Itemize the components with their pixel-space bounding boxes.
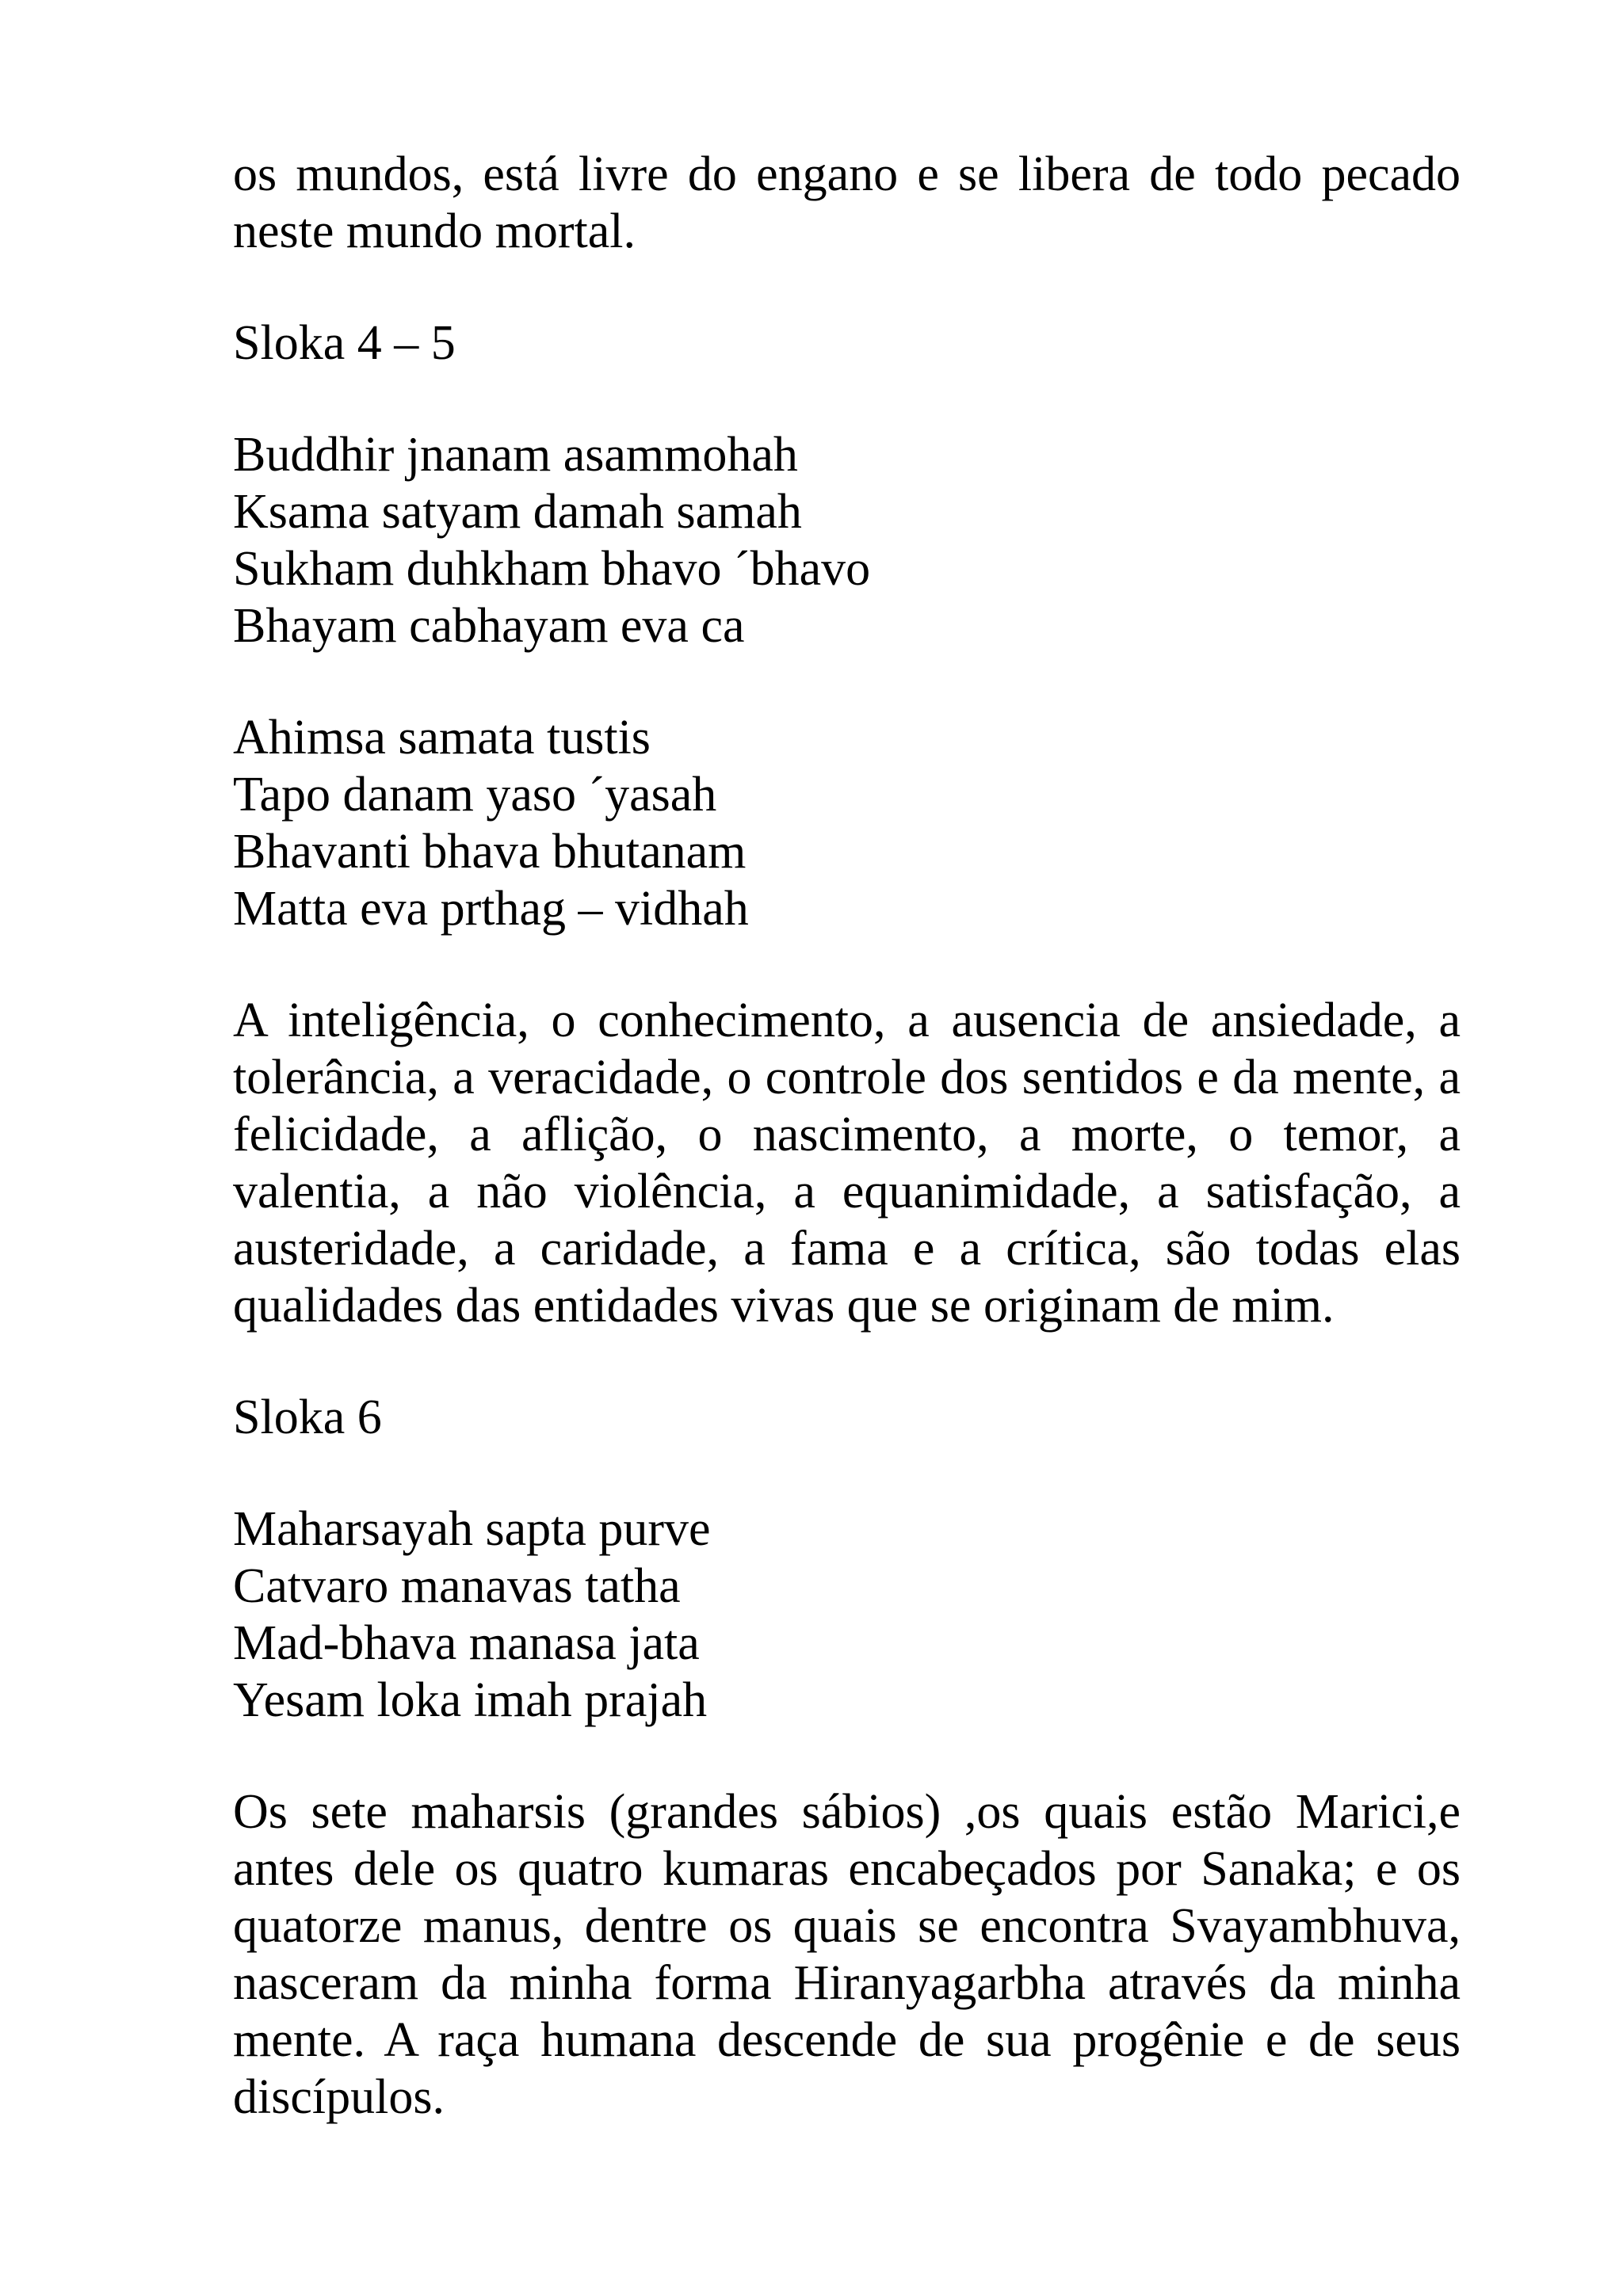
verse-stanza-3 bbox=[233, 1501, 1461, 1729]
block-gap bbox=[233, 937, 1461, 992]
sloka-heading-4-5: Sloka 4 – 5 bbox=[233, 316, 456, 370]
verse-line: Bhayam cabhayam eva ca bbox=[233, 599, 745, 653]
block-gap bbox=[233, 1729, 1461, 1783]
paragraph-translation-4-5: A inteligência, o conhecimento, a ausencia de ansiedade, a tolerância, a veracidade, o controle dos sentidos e da mente, a felicidade, a aflição, o nascimento, a morte, o temor, a valentia, a não violência, a equanimidade, a satisfação, a austeridade, a caridade, a fama e a crítica, são todas elas qualidades das entidades vivas que se originam de mim. bbox=[233, 994, 1461, 1333]
verse-line: Maharsayah sapta purve bbox=[233, 1502, 711, 1556]
verse-line: Yesam loka imah prajah bbox=[233, 1673, 708, 1727]
block-gap bbox=[233, 654, 1461, 709]
verse-line: Catvaro manavas tatha bbox=[233, 1559, 681, 1613]
verse-line: Bhavanti bhava bhutanam bbox=[233, 825, 747, 879]
verse-line: Ksama satyam damah samah bbox=[233, 485, 802, 539]
verse-stanza-2 bbox=[233, 709, 1461, 937]
text-column bbox=[233, 146, 1461, 2126]
verse-line: Buddhir jnanam asammohah bbox=[233, 428, 798, 482]
verse-line: Tapo danam yaso ´yasah bbox=[233, 768, 717, 822]
block-gap bbox=[233, 260, 1461, 315]
verse-line: Sukham duhkham bhavo ´bhavo bbox=[233, 542, 871, 596]
block-gap bbox=[233, 372, 1461, 426]
paragraph-translation-6: Os sete maharsis (grandes sábios) ,os quais estão Marici,e antes dele os quatro kumaras encabeçados por Sanaka; e os quatorze manus, dentre os quais se encontra Svayambhuva, nasceram da minha forma Hiranyagarbha através da minha mente. A raça humana descende de sua progênie e de seus discípulos. bbox=[233, 1785, 1461, 2124]
verse-line: Ahimsa samata tustis bbox=[233, 711, 651, 765]
block-gap bbox=[233, 1446, 1461, 1501]
verse-line: Mad-bhava manasa jata bbox=[233, 1616, 700, 1670]
verse-line: Matta eva prthag – vidhah bbox=[233, 882, 749, 936]
paragraph-continuation: os mundos, está livre do engano e se libera de todo pecado neste mundo mortal. bbox=[233, 147, 1461, 258]
verse-stanza-1 bbox=[233, 426, 1461, 654]
sloka-heading-6: Sloka 6 bbox=[233, 1390, 382, 1444]
block-gap bbox=[233, 1334, 1461, 1389]
